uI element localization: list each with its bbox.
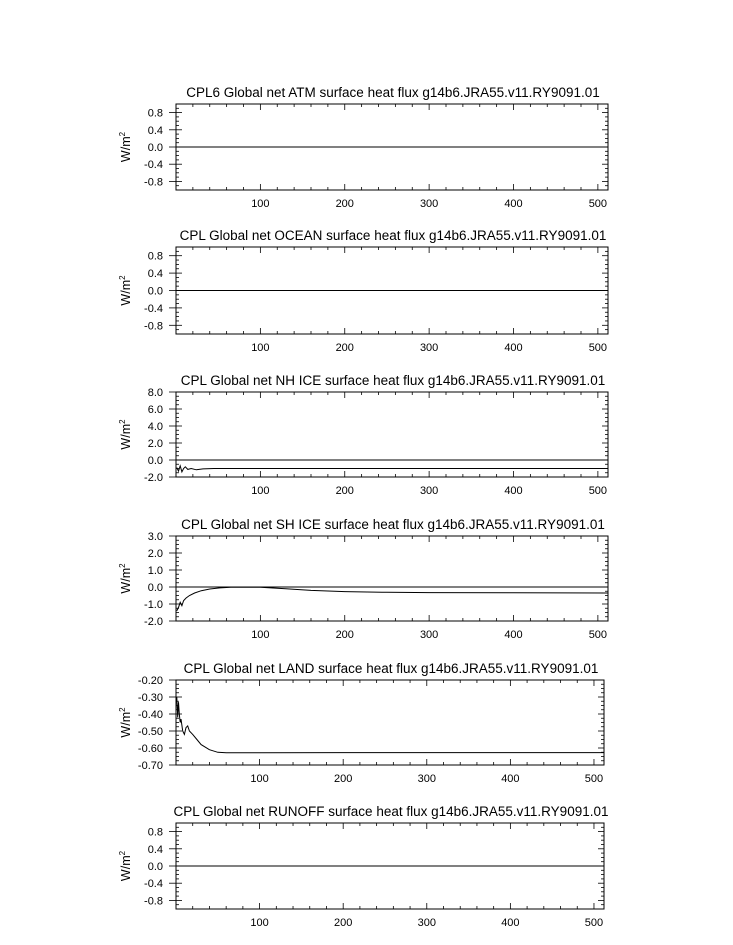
- y-axis-label-exponent: 2: [118, 131, 127, 137]
- y-axis-label-exponent: 2: [118, 419, 127, 424]
- series-line-flux: [177, 466, 608, 472]
- chart-title: CPL Global net OCEAN surface heat flux g14b6.JRA55.v11.RY9091.01: [179, 228, 607, 243]
- y-axis-label-unit: W/m: [119, 567, 133, 594]
- y-tick-label: -0.8: [144, 176, 163, 189]
- chart-panel-2: [118, 228, 608, 354]
- x-tick-label: 400: [504, 198, 523, 210]
- series-line-flux: [177, 587, 608, 611]
- y-tick-label: 1.0: [147, 565, 163, 577]
- chart-panel-6: [118, 804, 609, 929]
- y-tick-label: 0.4: [147, 268, 163, 281]
- x-tick-label: 300: [417, 917, 436, 929]
- y-tick-label: 0.8: [147, 107, 163, 120]
- y-tick-label: 2.0: [147, 438, 163, 450]
- chart-panel-3: [118, 373, 608, 497]
- chart-title: CPL Global net LAND surface heat flux g14b6.JRA55.v11.RY9091.01: [183, 661, 599, 676]
- y-tick-label: 0.0: [147, 455, 163, 467]
- y-axis-label: [118, 131, 133, 162]
- y-tick-label: 0.0: [147, 142, 163, 154]
- x-tick-label: 400: [504, 629, 523, 641]
- y-axis-label: [118, 707, 133, 738]
- y-tick-label: -0.40: [137, 709, 163, 721]
- x-tick-label: 100: [251, 198, 270, 210]
- x-tick-label: 200: [335, 485, 354, 497]
- y-tick-label: 0.0: [147, 285, 163, 298]
- x-tick-label: 300: [419, 485, 439, 497]
- chart-title: CPL6 Global net ATM surface heat flux g14b6.JRA55.v11.RY9091.01: [186, 85, 600, 100]
- y-axis-label-exponent: 2: [118, 707, 127, 712]
- y-axis-label-exponent: 2: [118, 563, 127, 568]
- x-tick-label: 400: [504, 342, 523, 354]
- y-tick-label: 3.0: [147, 531, 163, 543]
- y-tick-label: -0.30: [137, 692, 163, 704]
- y-tick-label: 6.0: [147, 404, 163, 416]
- y-tick-label: -0.4: [144, 159, 163, 172]
- plot-frame: [176, 536, 608, 621]
- x-tick-label: 100: [250, 773, 269, 785]
- y-tick-label: -2.0: [144, 616, 163, 628]
- y-tick-label: -1.0: [144, 599, 163, 611]
- x-tick-label: 300: [419, 629, 439, 641]
- y-tick-label: -0.8: [144, 895, 163, 908]
- y-tick-label: -0.20: [137, 675, 163, 687]
- y-tick-label: -0.8: [144, 320, 163, 333]
- chart-panel-1: [118, 85, 608, 210]
- x-tick-label: 200: [334, 773, 353, 785]
- y-axis-label-exponent: 2: [118, 850, 127, 856]
- x-tick-label: 500: [588, 198, 608, 210]
- chart-title: CPL Global net RUNOFF surface heat flux g14b6.JRA55.v11.RY9091.01: [173, 804, 609, 819]
- y-tick-label: 0.0: [147, 861, 163, 873]
- x-tick-label: 500: [588, 342, 608, 354]
- y-axis-label-exponent: 2: [118, 275, 127, 280]
- x-tick-label: 100: [251, 629, 270, 641]
- x-tick-label: 500: [588, 629, 608, 641]
- x-tick-label: 100: [250, 917, 269, 929]
- x-tick-label: 200: [334, 917, 353, 929]
- x-tick-label: 300: [419, 198, 439, 210]
- y-tick-label: 8.0: [147, 387, 163, 399]
- y-tick-label: -0.4: [144, 878, 163, 891]
- y-tick-label: -0.60: [137, 743, 163, 755]
- x-tick-label: 500: [588, 485, 608, 497]
- y-tick-label: -2.0: [144, 472, 163, 484]
- y-tick-label: 0.0: [147, 582, 163, 594]
- chart-panel-5: [118, 661, 604, 785]
- x-tick-label: 200: [335, 629, 354, 641]
- y-axis-label-unit: W/m: [119, 279, 133, 306]
- x-tick-label: 400: [501, 917, 520, 929]
- y-tick-label: -0.50: [137, 726, 163, 738]
- y-tick-label: 2.0: [147, 548, 163, 560]
- x-tick-label: 100: [251, 342, 270, 354]
- y-tick-label: -0.4: [144, 302, 163, 315]
- x-tick-label: 400: [501, 773, 520, 785]
- plot-frame: [176, 392, 608, 477]
- y-tick-label: 0.8: [147, 826, 163, 839]
- y-axis-label: [118, 563, 133, 594]
- y-axis-label-unit: W/m: [119, 711, 133, 738]
- series-line-flux: [177, 697, 604, 753]
- y-axis-label: [118, 850, 133, 881]
- y-axis-label: [118, 275, 133, 306]
- x-tick-label: 300: [417, 773, 436, 785]
- y-axis-label-unit: W/m: [119, 855, 133, 882]
- y-tick-label: 4.0: [147, 421, 163, 433]
- x-tick-label: 300: [419, 342, 439, 354]
- x-tick-label: 500: [584, 917, 604, 929]
- y-axis-label-unit: W/m: [119, 423, 133, 450]
- chart-title: CPL Global net SH ICE surface heat flux g14b6.JRA55.v11.RY9091.01: [181, 517, 605, 532]
- x-tick-label: 100: [251, 485, 270, 497]
- x-tick-label: 500: [584, 773, 604, 785]
- chart-title: CPL Global net NH ICE surface heat flux g14b6.JRA55.v11.RY9091.01: [180, 373, 606, 388]
- y-tick-label: 0.8: [147, 250, 163, 263]
- y-axis-label: [118, 419, 133, 450]
- y-axis-label-unit: W/m: [119, 136, 133, 163]
- y-tick-label: -0.70: [137, 760, 163, 772]
- y-tick-label: 0.4: [147, 843, 163, 856]
- x-tick-label: 200: [335, 198, 354, 210]
- x-tick-label: 400: [504, 485, 523, 497]
- y-tick-label: 0.4: [147, 124, 163, 137]
- chart-panel-4: [118, 517, 608, 641]
- x-tick-label: 200: [335, 342, 354, 354]
